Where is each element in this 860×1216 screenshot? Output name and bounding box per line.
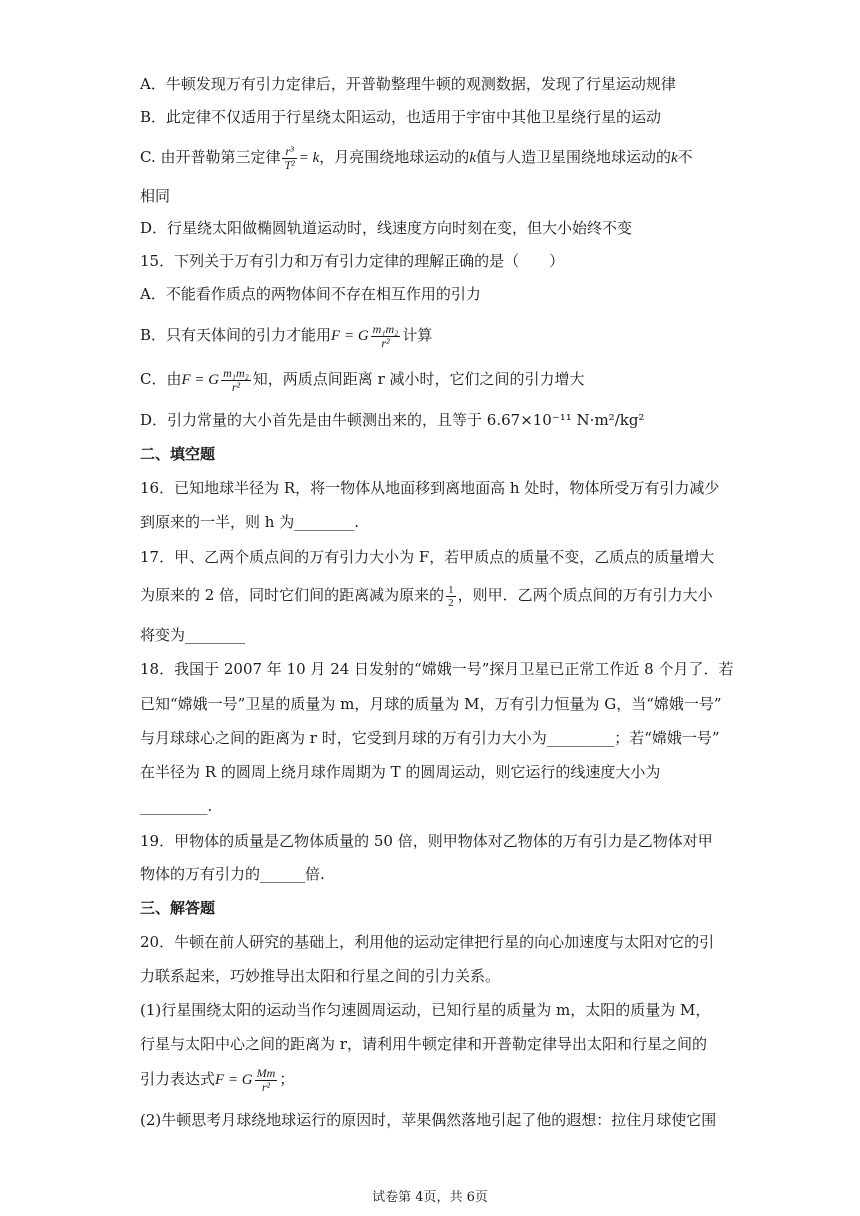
q20-part2-line1: (2)牛顿思考月球绕地球运行的原因时，苹果偶然落地引起了他的遐想：拉住月球使它围 [140, 1111, 717, 1129]
fraction-numerator: Mm [256, 1065, 276, 1080]
q17-line1: 17．甲、乙两个质点间的万有引力大小为 F，若甲质点的质量不变，乙质点的质量增大 [140, 548, 715, 566]
gravitation-fraction [371, 323, 401, 350]
q17-line2-suffix: ，则甲．乙两个质点间的万有引力大小 [457, 586, 713, 604]
q20-part1-line3 [140, 1062, 294, 1096]
formula-lhs: F = G [181, 372, 220, 388]
q16-line2: 到原来的一半，则 h 为________. [140, 513, 359, 531]
q20-part1-line3-suffix: ； [279, 1070, 295, 1088]
page-footer: 试卷第 4页，共 6页 [372, 1190, 488, 1205]
q18-line4: 在半径为 R 的圆周上绕月球作周期为 T 的圆周运动，则它运行的线速度大小为 [140, 763, 661, 781]
q15-option-c-suffix: 知，两质点间距离 r 减小时，它们之间的引力增大 [252, 370, 585, 388]
q14-option-c-prefix: C. 由开普勒第三定律 [140, 148, 281, 166]
q14-option-c-mid2: 值与人造卫星围绕地球运动的 [475, 148, 671, 166]
q14-option-c-mid: ，月亮围绕地球运动的 [319, 148, 470, 166]
q20-part1-line3-prefix: 引力表达式 [140, 1070, 216, 1088]
section-answer-questions-heading: 三、解答题 [140, 899, 216, 917]
q18-line3: 与月球球心之间的距离为 r 时，它受到月球的万有引力大小为_________；若“嫦娥一号” [140, 729, 720, 747]
kepler-third-law-fraction [282, 145, 296, 172]
k-symbol: k [671, 150, 678, 166]
formula-lhs: F = G [331, 328, 369, 344]
q14-option-c-continuation: 相同 [140, 187, 171, 205]
q15-option-c [140, 362, 585, 396]
gravitation-fraction [255, 1067, 278, 1094]
fraction-denominator: r² [381, 335, 390, 350]
q15-option-d: D．引力常量的大小首先是由牛顿测出来的，且等于 6.67×10⁻¹¹ N·m²/kg² [140, 411, 645, 429]
fraction-denominator: T² [284, 157, 295, 172]
fraction-numerator: r³ [282, 145, 296, 159]
q18-line2: 已知“嫦娥一号”卫星的质量为 m，月球的质量为 M，万有引力恒量为 G，当“嫦娥一号” [140, 695, 722, 713]
q20-line2: 力联系起来，巧妙推导出太阳和行星之间的引力关系。 [140, 967, 501, 985]
one-half-fraction [446, 584, 456, 609]
q18-line1: 18．我国于 2007 年 10 月 24 日发射的“嫦娥一号”探月卫星已正常工作近 8 个月了．若 [140, 660, 734, 678]
q17-line2 [140, 578, 713, 612]
q19-line2: 物体的万有引力的______倍. [140, 865, 325, 883]
q18-line5: _________. [140, 797, 213, 815]
q15-option-b-prefix: B．只有天体间的引力才能用 [140, 326, 332, 344]
q17-line3: 将变为________ [140, 626, 246, 644]
fraction-denominator: r² [231, 379, 241, 394]
q16-line1: 16．已知地球半径为 R，将一物体从地面移到离地面高 h 处时，物体所受万有引力减少 [140, 479, 720, 497]
fraction-numerator: 1 [448, 583, 454, 596]
fraction-numerator: m₁m₂ [223, 365, 249, 380]
gravitation-fraction [221, 367, 251, 394]
q14-option-c-tail: 不 [677, 148, 693, 166]
fraction-numerator: m₁m₂ [372, 321, 399, 336]
q15-option-a: A．不能看作质点的两物体间不存在相互作用的引力 [140, 285, 481, 303]
q19-line1: 19．甲物体的质量是乙物体质量的 50 倍，则甲物体对乙物体的万有引力是乙物体对甲 [140, 832, 713, 850]
formula-lhs: F = G [215, 1072, 253, 1088]
q14-option-d: D．行星绕太阳做椭圆轨道运动时，线速度方向时刻在变，但大小始终不变 [140, 219, 633, 237]
q15-stem: 15．下列关于万有引力和万有引力定律的理解正确的是（ ） [140, 252, 565, 270]
q17-line2-prefix: 为原来的 2 倍，同时它们间的距离减为原来的 [140, 586, 445, 604]
section-fill-in-blank-heading: 二、填空题 [140, 445, 216, 463]
q15-option-b-suffix: 计算 [402, 326, 433, 344]
q20-part1-line1: (1)行星围绕太阳的运动当作匀速圆周运动，已知行星的质量为 m，太阳的质量为 M， [140, 1001, 711, 1019]
q14-option-a: A．牛顿发现万有引力定律后，开普勒整理牛顿的观测数据，发现了行星运动规律 [140, 75, 676, 93]
fraction-denominator: r² [261, 1079, 271, 1094]
q14-option-c [140, 140, 693, 174]
k-symbol: k [469, 150, 476, 166]
q15-option-c-prefix: C．由 [140, 370, 182, 388]
fraction-denominator: 2 [448, 596, 454, 609]
q14-option-b: B．此定律不仅适用于行星绕太阳运动，也适用于宇宙中其他卫星绕行星的运动 [140, 108, 662, 126]
q15-option-b [140, 318, 432, 352]
formula-rhs: = k [298, 150, 320, 166]
q20-part1-line2: 行星与太阳中心之间的距离为 r，请利用牛顿定律和开普勒定律导出太阳和行星之间的 [140, 1035, 707, 1053]
q20-line1: 20．牛顿在前人研究的基础上，利用他的运动定律把行星的向心加速度与太阳对它的引 [140, 933, 715, 951]
